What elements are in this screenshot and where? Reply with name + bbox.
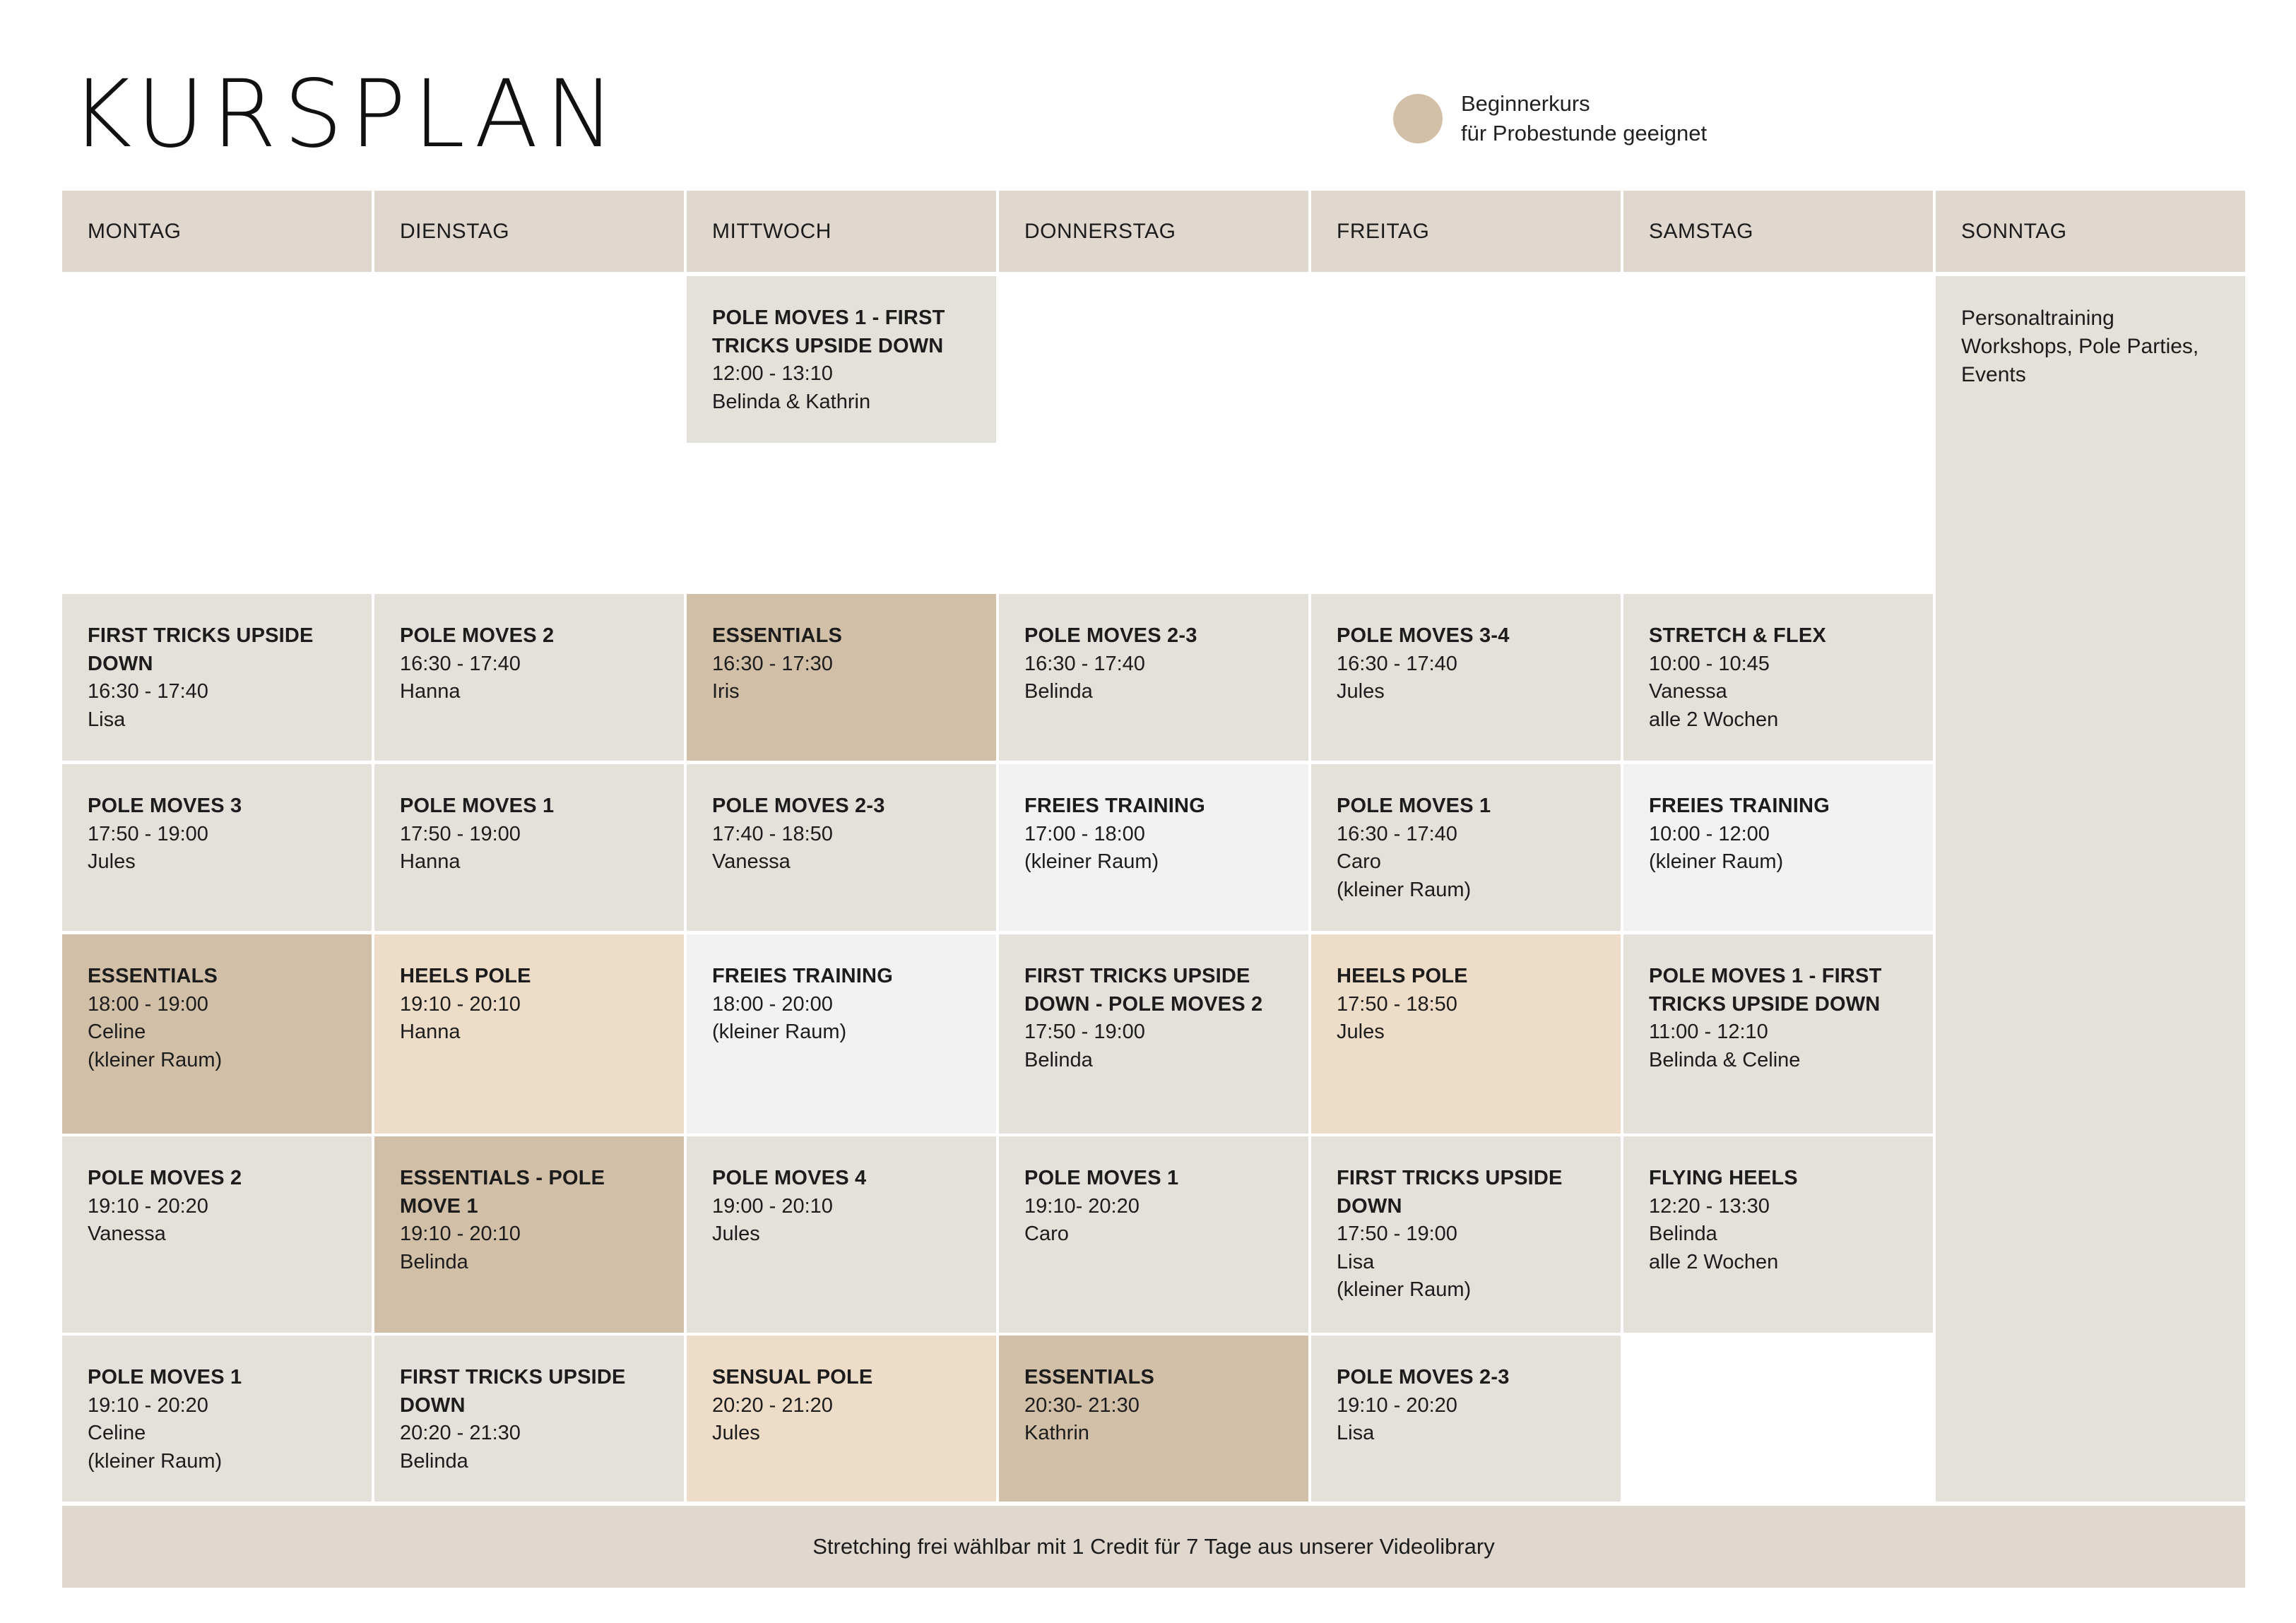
class-instructor: Jules	[712, 1422, 760, 1444]
footer-text: Stretching frei wählbar mit 1 Credit für 7 Tage aus unserer Videolibrary	[812, 1534, 1495, 1559]
class-time: 18:00 - 20:00	[712, 992, 833, 1016]
class-card	[1311, 594, 1621, 761]
legend-line-1: Beginnerkurs	[1461, 91, 1590, 116]
class-instructor: Vanessa	[1649, 680, 1727, 703]
class-note: (kleiner Raum)	[1337, 878, 1472, 901]
day-header-dienstag: DIENSTAG	[374, 191, 684, 272]
class-card	[1623, 934, 1933, 1134]
class-time: 16:30 - 17:40	[88, 680, 208, 703]
class-name: POLE MOVES 1	[88, 1366, 242, 1389]
class-name: POLE MOVES 3-4	[1337, 624, 1510, 647]
class-time: 19:10 - 20:20	[88, 1194, 208, 1218]
class-note: (kleiner Raum)	[88, 1048, 223, 1071]
class-card	[687, 764, 996, 931]
class-time: 17:40 - 18:50	[712, 822, 833, 845]
class-time: 19:10- 20:20	[1024, 1194, 1140, 1218]
class-note: alle 2 Wochen	[1649, 708, 1779, 731]
class-card	[999, 934, 1308, 1134]
class-time: 11:00 - 12:10	[1649, 1021, 1768, 1043]
class-name: FIRST TRICKS UPSIDE DOWN	[1337, 1167, 1563, 1218]
class-instructor: Kathrin	[1024, 1422, 1089, 1444]
legend-text	[1461, 89, 1707, 148]
class-card	[1311, 764, 1621, 931]
class-time: 20:20 - 21:30	[400, 1422, 521, 1444]
class-name: FREIES TRAINING	[1024, 795, 1205, 817]
beginner-dot-icon	[1393, 94, 1443, 143]
class-card	[999, 1136, 1308, 1333]
class-time: 17:50 - 19:00	[1337, 1223, 1457, 1245]
class-time: 20:20 - 21:20	[712, 1393, 833, 1417]
legend	[1393, 89, 1707, 148]
class-time: 17:50 - 19:00	[1024, 1021, 1145, 1043]
class-name: ESSENTIALS	[88, 965, 218, 987]
class-instructor: Belinda & Kathrin	[712, 390, 871, 413]
class-instructor: Belinda	[400, 1449, 468, 1473]
class-instructor: Vanessa	[712, 850, 791, 873]
day-header-sonntag: SONNTAG	[1936, 191, 2245, 272]
class-name: FIRST TRICKS UPSIDE DOWN	[400, 1366, 626, 1417]
class-instructor: Hanna	[400, 1021, 461, 1043]
class-note: (kleiner Raum)	[1337, 1278, 1472, 1301]
class-instructor: (kleiner Raum)	[712, 1021, 847, 1043]
class-instructor: Jules	[88, 850, 136, 873]
class-card	[1623, 764, 1933, 931]
class-name: POLE MOVES 1 - FIRST TRICKS UPSIDE DOWN	[712, 307, 945, 357]
class-name: POLE MOVES 1	[1337, 795, 1491, 817]
class-name: SENSUAL POLE	[712, 1366, 873, 1389]
class-time: 17:50 - 19:00	[400, 822, 521, 845]
class-name: POLE MOVES 2-3	[1024, 624, 1197, 647]
class-instructor: Jules	[712, 1223, 760, 1245]
class-instructor: Lisa	[88, 708, 126, 731]
class-instructor: Jules	[1337, 680, 1385, 703]
class-instructor: Belinda	[1024, 680, 1093, 703]
class-name: POLE MOVES 2-3	[712, 795, 885, 817]
class-instructor: Lisa	[1337, 1250, 1375, 1273]
class-card	[999, 594, 1308, 761]
class-time: 12:00 - 13:10	[712, 362, 833, 385]
class-name: POLE MOVES 2-3	[1337, 1366, 1510, 1389]
class-instructor: Belinda	[1024, 1048, 1093, 1071]
class-card	[374, 934, 684, 1134]
class-instructor: Vanessa	[88, 1223, 166, 1245]
class-time: 18:00 - 19:00	[88, 992, 208, 1016]
class-instructor: Iris	[712, 680, 740, 703]
class-instructor: (kleiner Raum)	[1649, 850, 1784, 873]
class-time: 17:00 - 18:00	[1024, 822, 1145, 845]
class-name: HEELS POLE	[1337, 965, 1468, 987]
class-card	[374, 764, 684, 931]
day-header-freitag: FREITAG	[1311, 191, 1621, 272]
class-card	[687, 934, 996, 1134]
class-time: 19:10 - 20:10	[400, 1223, 521, 1245]
class-name: POLE MOVES 3	[88, 795, 242, 817]
sunday-column	[1936, 276, 2245, 1502]
class-name: POLE MOVES 2	[400, 624, 555, 647]
class-time: 19:10 - 20:20	[88, 1393, 208, 1417]
class-time: 16:30 - 17:40	[1337, 652, 1457, 675]
footer-banner	[62, 1506, 2245, 1588]
class-card	[1311, 1336, 1621, 1502]
class-time: 19:10 - 20:10	[400, 992, 521, 1016]
class-name: STRETCH & FLEX	[1649, 624, 1826, 647]
class-card	[62, 1336, 372, 1502]
class-name: FREIES TRAINING	[1649, 795, 1830, 817]
class-card	[1623, 594, 1933, 761]
class-time: 16:30 - 17:40	[400, 652, 521, 675]
class-name: POLE MOVES 1	[400, 795, 555, 817]
class-card	[687, 1136, 996, 1333]
class-time: 10:00 - 12:00	[1649, 822, 1770, 845]
class-name: FLYING HEELS	[1649, 1167, 1798, 1189]
class-note: (kleiner Raum)	[88, 1449, 223, 1473]
page-title: KURSPLAN	[71, 60, 622, 169]
class-time: 17:50 - 19:00	[88, 822, 208, 845]
class-card	[1623, 1136, 1933, 1333]
class-time: 17:50 - 18:50	[1337, 992, 1457, 1016]
class-card	[687, 1336, 996, 1502]
class-instructor: Caro	[1024, 1223, 1069, 1245]
class-name: ESSENTIALS	[1024, 1366, 1155, 1389]
class-card	[687, 276, 996, 443]
day-header-donnerstag: DONNERSTAG	[999, 191, 1308, 272]
class-instructor: Belinda	[400, 1250, 468, 1273]
class-name: POLE MOVES 1 - FIRST TRICKS UPSIDE DOWN	[1649, 965, 1882, 1016]
class-card	[687, 594, 996, 761]
class-instructor: Belinda	[1649, 1223, 1717, 1245]
class-card	[62, 934, 372, 1134]
day-header-samstag: SAMSTAG	[1623, 191, 1933, 272]
class-card	[374, 1136, 684, 1333]
day-header-montag: MONTAG	[62, 191, 372, 272]
class-name: FREIES TRAINING	[712, 965, 893, 987]
class-time: 16:30 - 17:30	[712, 652, 833, 675]
class-name: POLE MOVES 2	[88, 1167, 242, 1189]
class-card	[999, 1336, 1308, 1502]
class-instructor: Belinda & Celine	[1649, 1048, 1801, 1071]
class-time: 16:30 - 17:40	[1024, 652, 1145, 675]
class-name: FIRST TRICKS UPSIDE DOWN - POLE MOVES 2	[1024, 965, 1263, 1016]
class-name: ESSENTIALS	[712, 624, 843, 647]
class-card	[62, 594, 372, 761]
class-instructor: Jules	[1337, 1021, 1385, 1043]
class-card	[374, 1336, 684, 1502]
class-instructor: Celine	[88, 1422, 146, 1444]
class-time: 20:30- 21:30	[1024, 1393, 1140, 1417]
class-card	[1311, 1136, 1621, 1333]
class-card	[374, 594, 684, 761]
class-card	[62, 1136, 372, 1333]
day-header-mittwoch: MITTWOCH	[687, 191, 996, 272]
class-time: 19:00 - 20:10	[712, 1194, 833, 1218]
class-instructor: Celine	[88, 1021, 146, 1043]
class-card	[999, 764, 1308, 931]
class-note: alle 2 Wochen	[1649, 1250, 1779, 1273]
class-instructor: Hanna	[400, 850, 461, 873]
class-instructor: (kleiner Raum)	[1024, 850, 1159, 873]
class-time: 16:30 - 17:40	[1337, 822, 1457, 845]
sunday-text: Personaltraining Workshops, Pole Parties, Events	[1961, 307, 2199, 386]
class-card	[1311, 934, 1621, 1134]
class-instructor: Caro	[1337, 850, 1381, 873]
class-name: FIRST TRICKS UPSIDE DOWN	[88, 624, 314, 675]
class-instructor: Lisa	[1337, 1422, 1375, 1444]
class-name: POLE MOVES 1	[1024, 1167, 1179, 1189]
class-card	[62, 764, 372, 931]
legend-line-2: für Probestunde geeignet	[1461, 121, 1708, 145]
class-name: POLE MOVES 4	[712, 1167, 867, 1189]
class-name: HEELS POLE	[400, 965, 531, 987]
class-time: 12:20 - 13:30	[1649, 1194, 1770, 1218]
class-name: ESSENTIALS - POLE MOVE 1	[400, 1167, 605, 1218]
class-time: 19:10 - 20:20	[1337, 1393, 1457, 1417]
class-instructor: Hanna	[400, 680, 461, 703]
class-time: 10:00 - 10:45	[1649, 652, 1770, 675]
